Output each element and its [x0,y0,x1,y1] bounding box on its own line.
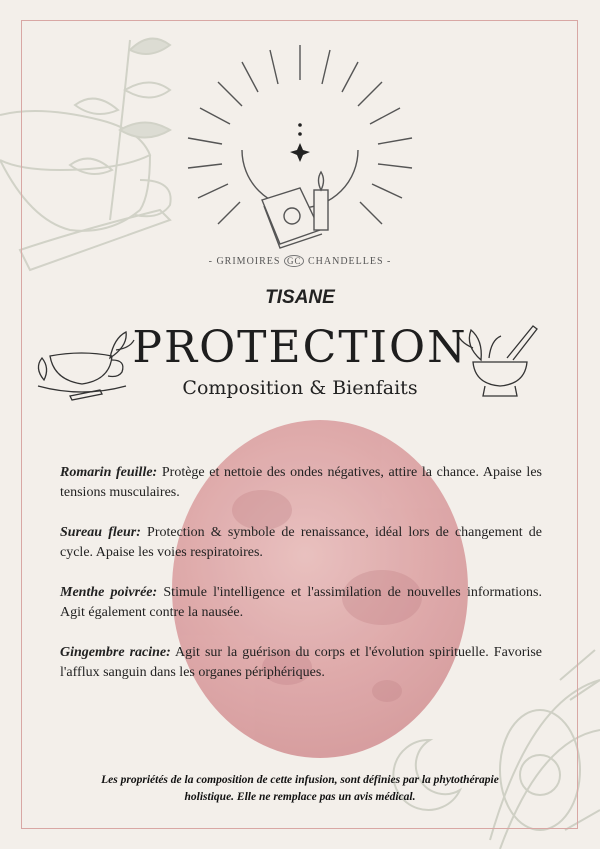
brand-name: - GRIMOIRES GC CHANDELLES - [208,256,392,267]
ingredient-item-romarin [60,463,542,503]
ingredient-name: Gingembre racine: [60,645,171,660]
ingredient-item-sureau [60,523,542,563]
ingredient-item-gingembre [60,643,542,683]
grimoire-sun-moon-logo [180,40,420,255]
brand-right: CHANDELLES [307,256,384,267]
ingredient-name: Menthe poivrée: [60,585,158,600]
page-title: PROTECTION [132,322,468,373]
ingredient-description: Agit sur la guérison du corps et l'évolution spirituelle. Favorise l'afflux sanguin dans les organes périphériques. [60,645,543,680]
ingredient-description: Protège et nettoie des ondes négatives, attire la chance. Apaise les tensions musculaires. [60,465,542,500]
ingredient-item-menthe [60,583,542,623]
ingredient-description: Protection & symbole de renaissance, idéal lors de changement de cycle. Apaise les voies respiratoires. [60,525,542,560]
ingredient-name: Romarin feuille: [60,465,158,480]
ingredient-description: Stimule l'intelligence et l'assimilation de nouvelles informations. Agit également contre la nausée. [60,585,542,620]
medical-disclaimer: Les propriétés de la composition de cette infusion, sont définies par la phytothérapie holistique. Elle ne remplace pas un avis médical. [101,774,499,803]
page-subtitle: Composition & Bienfaits [182,377,418,399]
brand-left: GRIMOIRES [216,256,281,267]
brand-monogram: GC [284,255,305,267]
category-label: TISANE [265,287,335,308]
ingredient-name: Sureau fleur: [60,525,141,540]
